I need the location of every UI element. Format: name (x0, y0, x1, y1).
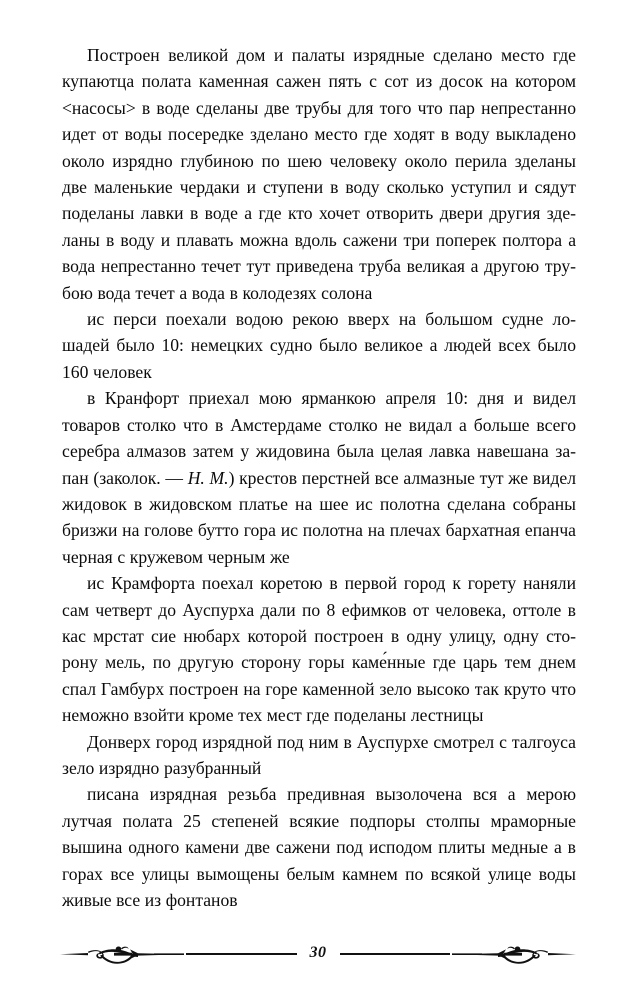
paragraph: Построен великой дом и палаты изрядные сделано место где купаютца полата каменная сажен пять с сот из досок на котором <насосы> в воде сделаны две трубы для того что пар непрестанно идет от воды посередке зделано место где ходят в воду выкладено около изрядно глубиною по шею человеку около перила зделаны две маленькие чердаки и ступени в воду сколько уступил и сядут поделаны лавки в воде а где кто хочет отворить двери другия зделаны в воду и плавать можна вдоль сажени три поперек полтора а вода непрестанно течет тут приведена труба великая а другою трубою вода течет а вода в колодезях солона (62, 45, 576, 303)
editor-initials: Н. М. (187, 467, 229, 488)
paragraph-with-editor-note (62, 385, 576, 570)
paragraph-text-part-1: в Кранфорт приехал мою ярманкою апреля 10: дня и видел товаров столко что в Амстердаме столко не видал а больше всего серебра алмазов затем у жидовина была целая лавка навешана запан (заколок. — (62, 388, 576, 488)
page-footer (0, 930, 636, 978)
page-text-block (62, 42, 576, 913)
footer-rule-group (58, 934, 578, 974)
paragraph: ис Крамфорта поехал коретою в первой город к горету наняли сам четверт до Ауспурха дали по 8 ефимков от человека, оттоле в кас мрстат сие нюбарх которой построен в одну улицу, одну сторону мель, по другую сторону горы каме́нные где царь тем днем спал Гамбурх построен на горе каменной зело высоко так круто что неможно взойти кроме тех мест где поделаны лестницы (62, 573, 576, 726)
paragraph: Донверх город изрядной под ним в Ауспурхе смотрел с талгоуса зело изрядно разубранный (62, 731, 576, 778)
footer-rule-left (186, 953, 297, 955)
flourish-ornament-left-icon (58, 938, 186, 970)
paragraph-text-part-2: ) крестов перстней все алмазные тут же видел жидовок в жидовском платье на шее ис полотна сделана собраны бризжи на голове бутто гора ис полотна на плечах бархатная епанча черная с кружевом черным же (62, 467, 577, 567)
flourish-ornament-right-icon (450, 938, 578, 970)
paragraph: писана изрядная резьба предивная вызолочена вся а мерою лутчая полата 25 степеней всякие подпоры столпы мраморные вышина одного камени две сажени под исподом плиты медные а в горах все улицы вымощены белым камнем по всякой улице воды живые все из фонтанов (62, 784, 576, 910)
page-number: 30 (309, 944, 327, 961)
footer-rule-right (340, 953, 451, 955)
paragraph: ис перси поехали водою рекою вверх на большом судне лошадей было 10: немецких судно было великое а людей всех было 160 человек (62, 309, 576, 382)
